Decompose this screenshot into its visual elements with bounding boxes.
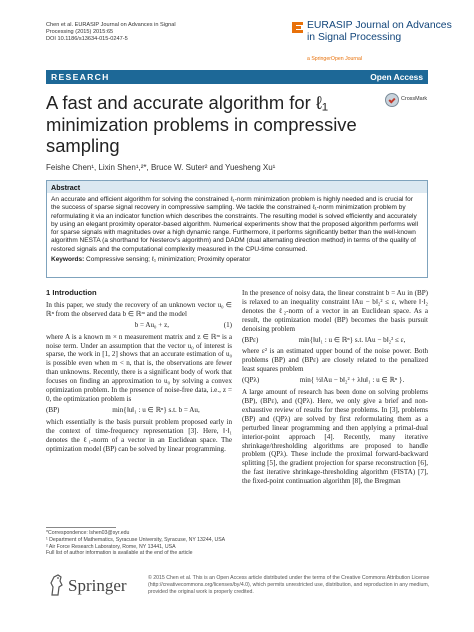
abstract-heading: Abstract xyxy=(47,181,427,193)
affiliation-1: ¹ Department of Mathematics, Syracuse University, Syracuse, NY 13244, USA xyxy=(46,536,226,543)
equation-label: (BP) xyxy=(46,405,60,414)
correspondence-email[interactable]: *Correspondence: lshen03@syr.edu xyxy=(46,530,130,536)
equation-1 xyxy=(46,321,232,330)
equation-bp-eps xyxy=(242,336,428,345)
equation-number: (1) xyxy=(223,320,232,329)
springer-horse-icon xyxy=(48,573,64,597)
equation-bp xyxy=(46,406,232,415)
springer-logo[interactable] xyxy=(48,573,148,601)
equation-label: (BPε) xyxy=(242,335,259,344)
crossmark-badge[interactable] xyxy=(385,92,431,110)
equation-body: min{ ½‖Au − b‖₂² + λ‖u‖₁ : u ∈ ℝⁿ }. xyxy=(299,376,405,385)
open-access-label: Open Access xyxy=(370,72,423,82)
author-info-note: Full list of author information is available at the end of the article xyxy=(46,550,193,557)
paragraph: where ε² is an estimated upper bound of the noise power. Both problems (BP) and (BPε) are closely related to the penalized least squares problem xyxy=(242,347,428,374)
citation-line: Processing (2015) 2015:65 xyxy=(46,29,114,36)
citation-line: Chen et al. EURASIP Journal on Advances in Signal xyxy=(46,22,176,28)
section-heading: 1 Introduction xyxy=(46,288,97,297)
citation-block xyxy=(46,22,256,44)
footnotes xyxy=(46,530,232,557)
paragraph: In this paper, we study the recovery of an unknown vector u₀ ∈ ℝⁿ from the observed data b ∈ ℝᵐ and the model xyxy=(46,300,232,318)
left-column xyxy=(46,289,232,455)
article-type-label: RESEARCH xyxy=(51,72,110,82)
author-list: Feishe Chen¹, Lixin Shen¹,²*, Bruce W. Suter² and Yuesheng Xu¹ xyxy=(46,163,276,172)
journal-subtitle: a SpringerOpen Journal xyxy=(307,56,363,62)
article-type-banner xyxy=(46,70,428,84)
equation-body: min{‖u‖₁ : u ∈ ℝⁿ} s.t. ‖Au − b‖₂² ≤ ε, xyxy=(298,335,406,344)
equation-body: min{‖u‖₁ : u ∈ ℝⁿ} s.t. b = Au, xyxy=(112,405,200,414)
equation-qp xyxy=(242,376,428,385)
article-title: A fast and accurate algorithm for ℓ₁ minimization problems in compressive sampling xyxy=(46,92,357,157)
paragraph: A large amount of research has been done on solving problems (BP), (BPε), and (QPλ). Here, we only give a brief and non-exhaustive review of results for these problems. In [3], problems (BP) and (QPλ) are solved by first reformulating them as a perturbed linear programming and then applying a primal-dual interior-point approach [4]. Recently, many iterative shrinkage/thresholding algorithms are proposed to handle problem (QPλ). These include the proximal forward-backward splitting [5], the gradient projection for sparse reconstruction [6], the fast iterative shrinkage-thresholding algorithm (FISTA) [7], the fixed-point continuation algorithm [8], the Bregman xyxy=(242,388,428,486)
equation-body: b = Au₀ + z, xyxy=(134,320,170,329)
crossmark-label: CrossMark xyxy=(401,96,428,102)
right-column xyxy=(242,289,428,488)
doi-text: DOI 10.1186/s13634-015-0247-5 xyxy=(46,36,128,43)
keywords-text: Compressive sensing; ℓ₁ minimization; Proximity operator xyxy=(86,256,251,264)
publisher-name: Springer xyxy=(68,576,127,595)
journal-name: EURASIP Journal on Advances in Signal Processing xyxy=(307,20,452,43)
license-text: © 2015 Chen et al. This is an Open Access article distributed under the terms of the Creative Commons Attribution License (http://creativecommons.org/licenses/by/4.0), which permits unrestricted use, distribution, and reproduction in any medium, provided the original work is properly credited. xyxy=(148,575,430,595)
equation-label: (QPλ) xyxy=(242,376,260,385)
abstract-box xyxy=(46,180,428,278)
paragraph: In the presence of noisy data, the linear constraint b = Au in (BP) is relaxed to an inequality constraint ‖Au − b‖₂² ≤ ε, where ‖·‖₂ denotes the ℓ₂-norm of a vector in an Euclidean space. As a result, the optimization model (BP) becomes the basis pursuit denoising problem xyxy=(242,289,428,333)
keywords-line xyxy=(47,254,427,264)
affiliation-2: ² Air Force Research Laboratory, Rome, NY 13441, USA xyxy=(46,543,176,550)
keywords-label: Keywords: xyxy=(51,256,85,264)
abstract-text: An accurate and efficient algorithm for solving the constrained ℓ₁-norm minimization problem is highly needed and is crucial for the success of sparse signal recovery in compressive sampling. We tackle the constrained ℓ₁-norm minimization problem by reformulating it via an indicator function which describes the constraints. The resulting model is solved efficiently and accurately by using an elegant proximity operator-based algorithm. Numerical experiments show that the proposed algorithm performs well for sparse signals with magnitudes over a high dynamic range. Furthermore, it performs significantly better than the well-known algorithm NESTA (a shorthand for Nesterov's algorithm) and DADM (dual alternating direction method) in terms of the quality of restored signals and the computational complexity measured in the CPU-time consumed. xyxy=(51,196,419,253)
springeropen-logo-icon xyxy=(292,22,303,33)
paragraph: which essentially is the basis pursuit problem proposed early in the context of time-frequency representation [3]. Here, ‖·‖₁ denotes the ℓ₁-norm of a vector in an Euclidean space. The optimization model (BP) can be solved by linear programming. xyxy=(46,417,232,453)
crossmark-icon xyxy=(385,93,399,107)
footnote-divider xyxy=(46,527,116,528)
paragraph: where A is a known m × n measurement matrix and z ∈ ℝᵐ is a noise term. Under an assumption that the vector u₀ of interest is sparse, the work in [1, 2] shows that an accurate estimation of u₀ is possible even when m < n, that is, the observations are fewer than unknowns. Recently, there is a significant body of work that focuses on finding an approximation to u₀ by solving a convex optimization problem. In the presence of noise-free data, i.e., z = 0, the optimization problem is xyxy=(46,332,232,403)
